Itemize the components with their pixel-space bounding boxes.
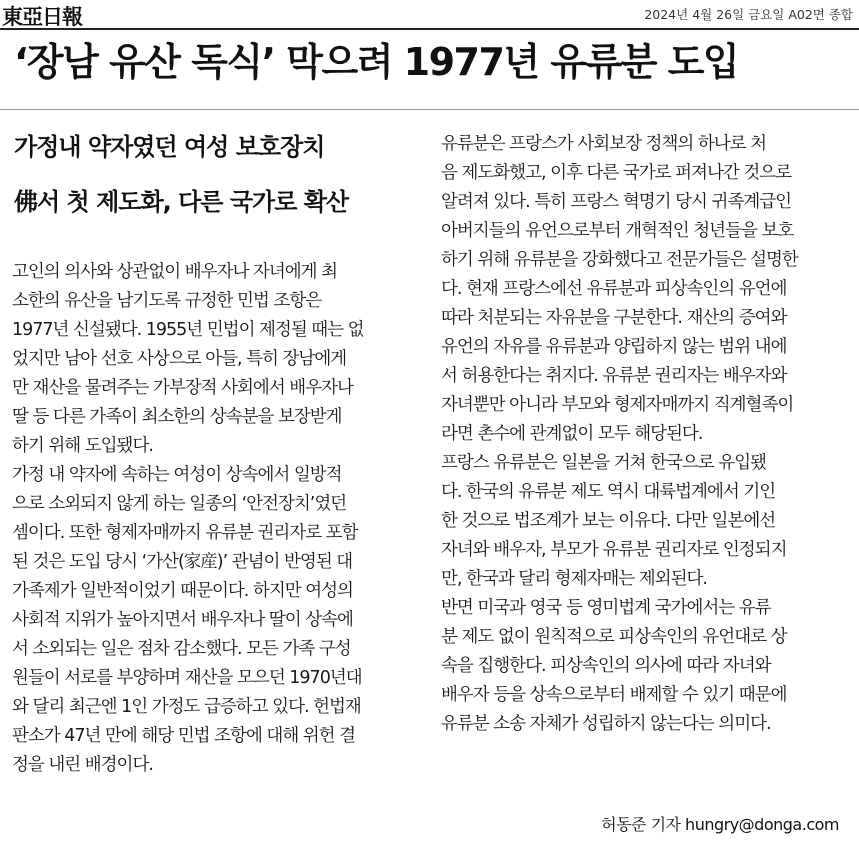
- article-line: 만 재산을 물려주는 가부장적 사회에서 배우자나: [12, 378, 353, 398]
- article-line: 자녀뿐만 아니라 부모와 형제자매까지 직계혈족이: [441, 395, 794, 415]
- article-line: 다. 현재 프랑스에선 유류분과 피상속인의 유언에: [441, 279, 787, 299]
- article-line: 알려져 있다. 특히 프랑스 혁명기 당시 귀족계급인: [441, 192, 792, 212]
- article-line: 었지만 남아 선호 사상으로 아들, 특히 장남에게: [12, 349, 347, 369]
- article-line: 된 것은 도입 당시 ‘가산(家産)’ 관념이 반영된 대: [12, 552, 353, 572]
- reporter-byline: 허동준 기자 hungry@donga.com: [601, 815, 839, 834]
- article-column-left: [12, 258, 427, 780]
- article-line: 자녀와 배우자, 부모가 유류분 권리자로 인정되지: [441, 540, 787, 560]
- subheadline-1: 가정내 약자였던 여성 보호장치: [14, 133, 325, 161]
- article-line: 유류분은 프랑스가 사회보장 정책의 하나로 처: [441, 134, 767, 154]
- article-line: 서 허용한다는 취지다. 유류분 권리자는 배우자와: [441, 366, 787, 386]
- article-line: 라면 촌수에 관계없이 모두 해당된다.: [441, 424, 703, 444]
- article-line: 1977년 신설됐다. 1955년 민법이 제정될 때는 없: [12, 320, 364, 340]
- article-headline: ‘장남 유산 독식’ 막으려 1977년 유류분 도입: [14, 40, 739, 84]
- article-line: 고인의 의사와 상관없이 배우자나 자녀에게 최: [12, 262, 338, 282]
- article-line: 속을 집행한다. 피상속인의 의사에 따라 자녀와: [441, 656, 771, 676]
- article-line: 반면 미국과 영국 등 영미법계 국가에서는 유류: [441, 598, 771, 618]
- article-line: 정을 내린 배경이다.: [12, 755, 153, 775]
- article-line: 음 제도화했고, 이후 다른 국가로 퍼져나간 것으로: [441, 163, 792, 183]
- article-line: 유류분 소송 자체가 성립하지 않는다는 의미다.: [441, 714, 771, 734]
- article-line: 하기 위해 도입됐다.: [12, 436, 153, 456]
- subheadline-2: 佛서 첫 제도화, 다른 국가로 확산: [14, 188, 349, 216]
- article-line: 셈이다. 또한 형제자매까지 유류분 권리자로 포함: [12, 523, 358, 543]
- masthead: [0, 0, 859, 30]
- newspaper-logo: 東亞日報: [2, 4, 82, 29]
- article-line: 딸 등 다른 가족이 최소한의 상속분을 보장받게: [12, 407, 342, 427]
- article-line: 아버지들의 유언으로부터 개혁적인 청년들을 보호: [441, 221, 794, 241]
- headline-divider: [0, 109, 859, 110]
- article-line: 유언의 자유를 유류분과 양립하지 않는 범위 내에: [441, 337, 787, 357]
- article-line: 만, 한국과 달리 형제자매는 제외된다.: [441, 569, 707, 589]
- article-line: 배우자 등을 상속으로부터 배제할 수 있기 때문에: [441, 685, 787, 705]
- dateline: 2024년 4월 26일 금요일 A02면 종합: [644, 7, 853, 22]
- article-line: 분 제도 없이 원칙적으로 피상속인의 유언대로 상: [441, 627, 787, 647]
- article-line: 따라 처분되는 자유분을 구분한다. 재산의 증여와: [441, 308, 787, 328]
- article-line: 다. 한국의 유류분 제도 역시 대륙법계에서 기인: [441, 482, 776, 502]
- article-line: 가족제가 일반적이었기 때문이다. 하지만 여성의: [12, 581, 353, 601]
- article-line: 프랑스 유류분은 일본을 거쳐 한국으로 유입됐: [441, 453, 767, 473]
- article-line: 서 소외되는 일은 점차 감소했다. 모든 가족 구성: [12, 639, 351, 659]
- article-line: 사회적 지위가 높아지면서 배우자나 딸이 상속에: [12, 610, 353, 630]
- article-line: 와 달리 최근엔 1인 가정도 급증하고 있다. 헌법재: [12, 697, 361, 717]
- article-line: 한 것으로 법조계가 보는 이유다. 다만 일본에선: [441, 511, 776, 531]
- article-line: 판소가 47년 만에 해당 민법 조항에 대해 위헌 결: [12, 726, 356, 746]
- article-line: 소한의 유산을 남기도록 규정한 민법 조항은: [12, 291, 322, 311]
- article-line: 원들이 서로를 부양하며 재산을 모으던 1970년대: [12, 668, 362, 688]
- article-line: 으로 소외되지 않게 하는 일종의 ‘안전장치’였던: [12, 494, 347, 514]
- article-column-right: [441, 130, 856, 739]
- article-line: 하기 위해 유류분을 강화했다고 전문가들은 설명한: [441, 250, 798, 270]
- article-line: 가정 내 약자에 속하는 여성이 상속에서 일방적: [12, 465, 342, 485]
